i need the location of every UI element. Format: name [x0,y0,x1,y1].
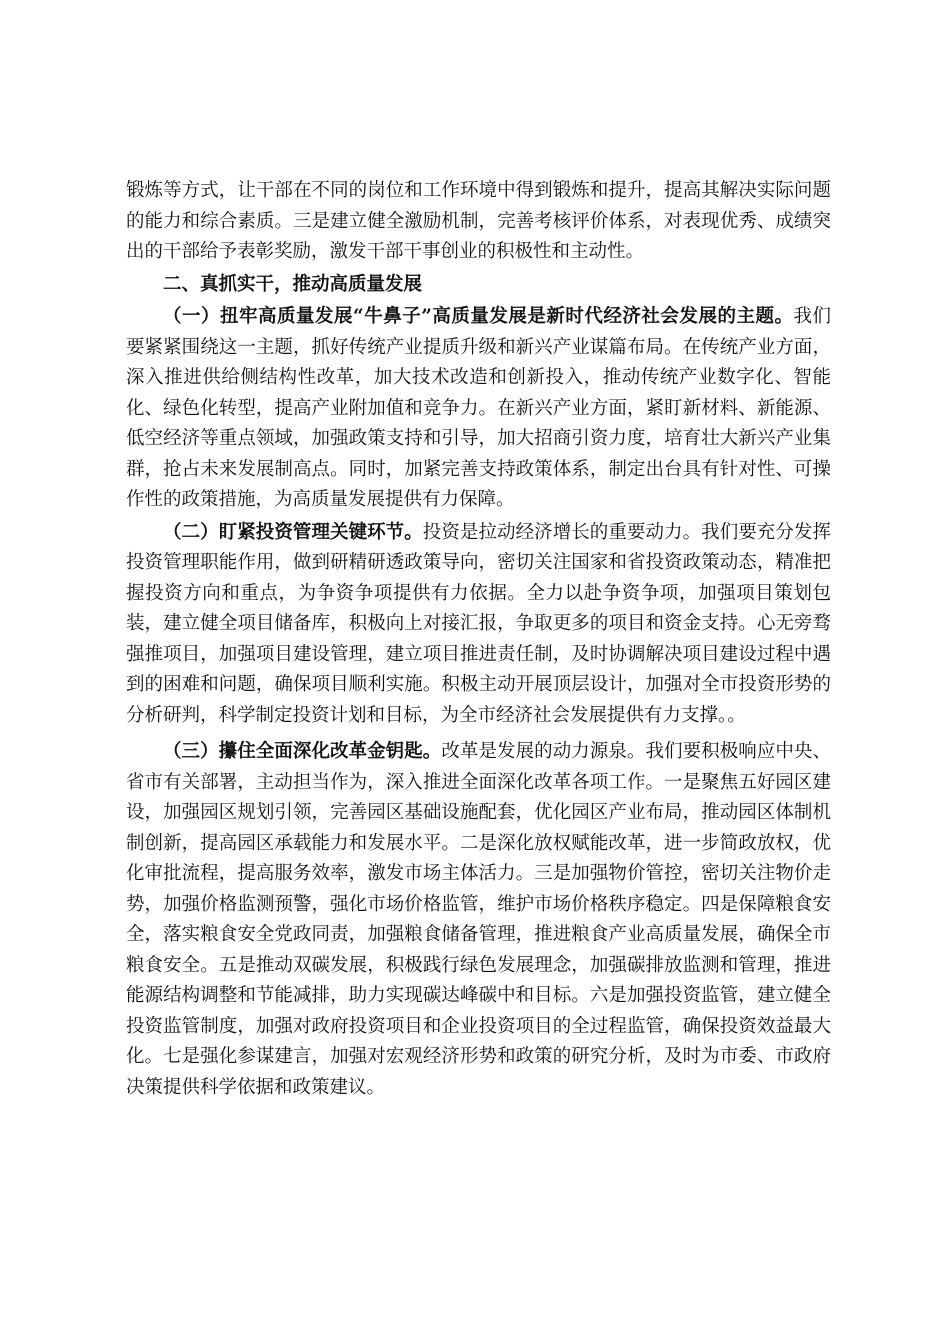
subsection-3 [126,737,831,1103]
subsection-3-body: 改革是发展的动力源泉。我们要积极响应中央、省市有关部署，主动担当作为，深入推进全面深化改革各项工作。一是聚焦五好园区建设，加强园区规划引领，完善园区基础设施配套，优化园区产业布局，推动园区体制机制创新，提高园区承载能力和发展水平。二是深化放权赋能改革，进一步简政放权，优化审批流程，提高服务效率，激发市场主体活力。三是加强物价管控，密切关注物价走势，加强价格监测预警，强化市场价格监管，维护市场价格秩序稳定。四是保障粮食安全，落实粮食安全党政同责，加强粮食储备管理，推进粮食产业高质量发展，确保全市粮食安全。五是推动双碳发展，积极践行绿色发展理念，加强碳排放监测和管理，推进能源结构调整和节能减排，助力实现碳达峰碳中和目标。六是加强投资监管，建立健全投资监管制度，加强对政府投资项目和企业投资项目的全过程监管，确保投资效益最大化。七是强化参谋建言，加强对宏观经济形势和政策的研究分析，及时为市委、市政府决策提供科学依据和政策建议。 [126,741,831,1098]
subsection-2-title: （二）盯紧投资管理关键环节。 [163,521,423,543]
subsection-1-body: 我们要紧紧围绕这一主题，抓好传统产业提质升级和新兴产业谋篇布局。在传统产业方面，深入推进供给侧结构性改革，加大技术改造和创新投入，推动传统产业数字化、智能化、绿色化转型，提高产业附加值和竞争力。在新兴产业方面，紧盯新材料、新能源、低空经济等重点领域，加强政策支持和引导，加大招商引资力度，培育壮大新兴产业集群，抢占未来发展制高点。同时，加紧完善支持政策体系，制定出台具有针对性、可操作性的政策措施，为高质量发展提供有力保障。 [126,306,831,510]
paragraph-continued: 锻炼等方式，让干部在不同的岗位和工作环境中得到锻炼和提升，提高其解决实际问题的能力和综合素质。三是建立健全激励机制，完善考核评价体系，对表现优秀、成绩突出的干部给予表彰奖励，激发干部干事创业的积极性和主动性。 [126,180,831,262]
document-body [126,176,831,1103]
subsection-2 [126,518,831,732]
subsection-1 [126,302,831,516]
subsection-2-body: 投资是拉动经济增长的重要动力。我们要充分发挥投资管理职能作用，做到研精研透政策导向，密切关注国家和省投资政策动态，精准把握投资方向和重点，为争资争项提供有力依据。全力以赴争资争项，加强项目策划包装，建立健全项目储备库，积极向上对接汇报，争取更多的项目和资金支持。心无旁骛强推项目，加强项目建设管理，建立项目推进责任制，及时协调解决项目建设过程中遇到的困难和问题，确保项目顺利实施。积极主动开展顶层设计，加强对全市投资形势的分析研判，科学制定投资计划和目标，为全市经济社会发展提供有力支撑。。 [126,521,831,726]
section-heading: 二、真抓实干，推动高质量发展 [163,273,423,295]
subsection-1-title: （一）扭牢高质量发展“牛鼻子”高质量发展是新时代经济社会发展的主题。 [163,306,794,327]
subsection-3-title: （三）攥住全面深化改革金钥匙。 [163,741,442,762]
